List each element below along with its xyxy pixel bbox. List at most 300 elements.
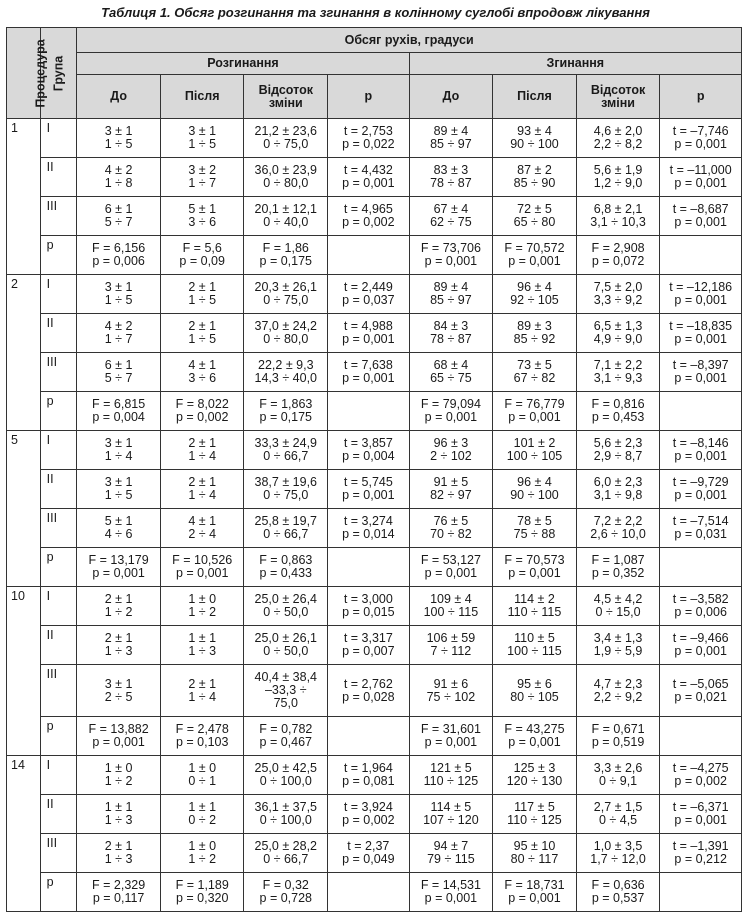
procedure-number: 2 xyxy=(7,275,41,431)
cell-line: p = 0,467 xyxy=(259,735,313,749)
cell-ext-p xyxy=(328,756,410,795)
cell-line: 0 ÷ 75,0 xyxy=(263,293,309,307)
cell-line: 80 ÷ 117 xyxy=(510,852,559,866)
cell-line: t = –4,275 xyxy=(672,761,729,775)
cell-line: 33,3 ± 24,9 xyxy=(254,436,317,450)
cell-line: 5 ÷ 7 xyxy=(104,371,133,385)
cell-ext-p xyxy=(328,275,410,314)
cell-flex-before xyxy=(409,431,493,470)
cell-line: p = 0,001 xyxy=(674,332,727,346)
cell-line: 7,1 ± 2,2 xyxy=(593,358,643,372)
cell-line: p = 0,001 xyxy=(92,566,145,580)
cell-flex-p xyxy=(660,158,742,197)
cell-flex-before xyxy=(409,873,493,912)
header-extension-percent: Відсоток зміни xyxy=(244,75,328,119)
cell-line: 2,2 ÷ 9,2 xyxy=(593,689,643,704)
cell-flex-p xyxy=(660,665,742,717)
cell-flex-before xyxy=(409,119,493,158)
header-extension: Розгинання xyxy=(77,53,409,75)
cell-ext-percent xyxy=(244,197,328,236)
cell-ext-percent xyxy=(244,509,328,548)
group-label: p xyxy=(40,548,77,587)
cell-line: 1 ÷ 4 xyxy=(188,488,217,502)
cell-line: p = 0,031 xyxy=(674,527,727,541)
cell-ext-p xyxy=(328,470,410,509)
cell-line: p = 0,007 xyxy=(342,644,395,658)
cell-line: 1 ± 0 xyxy=(188,839,217,853)
cell-flex-after xyxy=(493,665,577,717)
cell-line: 106 ± 59 xyxy=(426,631,476,645)
cell-line: 75 ÷ 88 xyxy=(513,527,556,541)
cell-flex-before xyxy=(409,795,493,834)
cell-line: t = 4,432 xyxy=(343,163,393,177)
cell-line: 1,7 ÷ 12,0 xyxy=(590,852,646,866)
cell-ext-after xyxy=(160,119,244,158)
cell-line: t = –9,729 xyxy=(672,475,729,489)
cell-flex-percent xyxy=(576,119,660,158)
group-label: I xyxy=(40,275,77,314)
cell-flex-percent xyxy=(576,431,660,470)
cell-line: p = 0,09 xyxy=(179,254,225,268)
cell-line: 25,8 ± 19,7 xyxy=(254,514,317,528)
cell-line: t = –8,397 xyxy=(672,358,729,372)
cell-line: 1 ÷ 7 xyxy=(104,332,133,346)
cell-line: 40,4 ± 38,4 xyxy=(254,670,317,684)
cell-line: 6,5 ± 1,3 xyxy=(593,319,643,333)
cell-line: 2 ± 1 xyxy=(104,839,133,853)
cell-line: 3,1 ÷ 9,3 xyxy=(593,371,643,385)
table-caption: Таблиця 1. Обсяг розгинання та згинання в колінному суглобі впродовж лікування xyxy=(101,5,650,20)
cell-line: 0 ÷ 66,7 xyxy=(263,449,309,463)
cell-line: F = 2,908 xyxy=(591,241,645,255)
cell-line: 3 ÷ 6 xyxy=(188,371,217,385)
cell-ext-before xyxy=(77,236,161,275)
cell-line: t = –9,466 xyxy=(672,631,729,645)
cell-line: 0 ÷ 100,0 xyxy=(259,813,312,827)
group-label: I xyxy=(40,756,77,795)
cell-ext-before xyxy=(77,873,161,912)
cell-ext-after xyxy=(160,197,244,236)
cell-line: 93 ± 4 xyxy=(517,124,552,138)
cell-line: 62 ÷ 75 xyxy=(430,215,472,229)
cell-line: 78 ± 5 xyxy=(517,514,552,528)
cell-line: t = 3,274 xyxy=(343,514,393,528)
header-extension-p: p xyxy=(328,75,410,119)
cell-line: p = 0,001 xyxy=(342,371,395,385)
cell-line: 1 ÷ 5 xyxy=(104,137,133,151)
group-label: II xyxy=(40,626,77,665)
cell-line: t = 3,000 xyxy=(343,592,393,606)
cell-flex-before xyxy=(409,197,493,236)
cell-ext-after xyxy=(160,275,244,314)
cell-flex-percent xyxy=(576,756,660,795)
cell-flex-percent xyxy=(576,873,660,912)
cell-flex-percent xyxy=(576,353,660,392)
cell-line: p = 0,001 xyxy=(674,215,727,229)
cell-ext-percent xyxy=(244,665,328,717)
table-row xyxy=(7,834,742,873)
cell-line: p = 0,001 xyxy=(674,137,727,151)
cell-line: 84 ± 3 xyxy=(433,319,469,333)
cell-line: p = 0,433 xyxy=(259,566,313,580)
cell-line: p = 0,001 xyxy=(424,410,478,424)
cell-ext-percent xyxy=(244,119,328,158)
cell-flex-percent xyxy=(576,158,660,197)
cell-line: 3 ± 1 xyxy=(104,676,133,691)
cell-ext-before xyxy=(77,587,161,626)
cell-line: 1 ÷ 2 xyxy=(104,605,133,619)
cell-line: 38,7 ± 19,6 xyxy=(254,475,317,489)
table-row xyxy=(7,119,742,158)
cell-line: t = 2,449 xyxy=(343,280,393,294)
cell-ext-percent xyxy=(244,275,328,314)
cell-line: F = 70,572 xyxy=(504,241,565,255)
cell-flex-p xyxy=(660,626,742,665)
cell-line: t = 2,762 xyxy=(343,676,393,691)
cell-line: F = 13,882 xyxy=(88,722,149,736)
cell-ext-before xyxy=(77,158,161,197)
cell-flex-p xyxy=(660,353,742,392)
cell-line: F = 14,531 xyxy=(420,878,481,892)
cell-flex-after xyxy=(493,756,577,795)
cell-line: 110 ± 5 xyxy=(514,631,555,645)
cell-line: 75,0 xyxy=(273,696,298,710)
cell-flex-percent xyxy=(576,275,660,314)
cell-line: 2 ± 1 xyxy=(188,319,217,333)
cell-ext-before xyxy=(77,314,161,353)
cell-line: 65 ÷ 80 xyxy=(513,215,556,229)
cell-flex-before xyxy=(409,470,493,509)
cell-ext-percent xyxy=(244,158,328,197)
cell-line: 0 ÷ 50,0 xyxy=(263,644,309,658)
cell-ext-percent xyxy=(244,353,328,392)
cell-line: 6,8 ± 2,1 xyxy=(593,202,643,216)
cell-ext-after xyxy=(160,665,244,717)
cell-line: p = 0,049 xyxy=(342,852,395,866)
cell-flex-p xyxy=(660,119,742,158)
cell-line: p = 0,175 xyxy=(259,254,313,268)
cell-line: p = 0,002 xyxy=(175,410,229,424)
cell-ext-p xyxy=(328,548,410,587)
cell-ext-after xyxy=(160,236,244,275)
cell-line: 1 ÷ 7 xyxy=(188,176,217,190)
group-label: II xyxy=(40,470,77,509)
cell-line: 1 ÷ 3 xyxy=(188,644,217,658)
cell-line: 5,6 ± 1,9 xyxy=(593,163,643,177)
cell-ext-before xyxy=(77,275,161,314)
cell-ext-after xyxy=(160,834,244,873)
cell-ext-p xyxy=(328,158,410,197)
cell-line: p = 0,001 xyxy=(508,254,561,268)
cell-line: 3,4 ± 1,3 xyxy=(593,631,643,645)
cell-line: 1 ÷ 3 xyxy=(104,852,133,866)
cell-line: 37,0 ± 24,2 xyxy=(254,319,317,333)
cell-line: 1 ÷ 4 xyxy=(104,449,133,463)
cell-line: F = 5,6 xyxy=(182,241,222,255)
cell-line: p = 0,028 xyxy=(342,689,395,704)
cell-line: 2,6 ÷ 10,0 xyxy=(590,527,646,541)
cell-line: F = 1,86 xyxy=(262,241,309,255)
cell-line: 5 ÷ 7 xyxy=(104,215,133,229)
cell-line: 7,2 ± 2,2 xyxy=(593,514,643,528)
table-row xyxy=(7,314,742,353)
cell-ext-p xyxy=(328,392,410,431)
cell-line: 1 ÷ 4 xyxy=(188,689,217,704)
cell-line: 4,9 ÷ 9,0 xyxy=(593,332,643,346)
header-flexion-after: Після xyxy=(493,75,577,119)
cell-line: p = 0,002 xyxy=(342,813,395,827)
cell-line: 14,3 ÷ 40,0 xyxy=(254,371,317,385)
cell-ext-after xyxy=(160,795,244,834)
cell-flex-after xyxy=(493,834,577,873)
cell-line: p = 0,001 xyxy=(424,891,478,905)
header-group: Група xyxy=(40,28,77,119)
cell-flex-p xyxy=(660,795,742,834)
cell-ext-p xyxy=(328,834,410,873)
cell-line: F = 1,863 xyxy=(259,397,313,411)
cell-ext-after xyxy=(160,873,244,912)
cell-line: 3 ÷ 6 xyxy=(188,215,217,229)
cell-line: t = 5,745 xyxy=(343,475,393,489)
table-row xyxy=(7,158,742,197)
cell-line: 0 ÷ 1 xyxy=(188,774,217,788)
cell-line: 1 ÷ 5 xyxy=(188,332,217,346)
table-row xyxy=(7,587,742,626)
cell-line: 83 ± 3 xyxy=(433,163,469,177)
cell-line: 95 ± 10 xyxy=(513,839,556,853)
cell-line: 91 ± 6 xyxy=(433,676,469,691)
cell-line: p = 0,519 xyxy=(591,735,645,749)
range-of-motion-table xyxy=(6,27,742,912)
cell-flex-p xyxy=(660,548,742,587)
cell-flex-p xyxy=(660,509,742,548)
group-label: III xyxy=(40,834,77,873)
cell-line: p = 0,001 xyxy=(674,644,727,658)
cell-line: 2 ± 1 xyxy=(188,436,217,450)
cell-flex-before xyxy=(409,626,493,665)
cell-line: 2 ± 1 xyxy=(104,592,133,606)
cell-line: p = 0,175 xyxy=(259,410,313,424)
cell-line: 70 ÷ 82 xyxy=(430,527,472,541)
cell-line: 2 ± 1 xyxy=(104,631,133,645)
cell-line: t = 3,924 xyxy=(343,800,393,814)
cell-line: 5 ± 1 xyxy=(188,202,217,216)
cell-flex-after xyxy=(493,548,577,587)
cell-ext-after xyxy=(160,392,244,431)
cell-flex-percent xyxy=(576,392,660,431)
cell-line: 1 ÷ 5 xyxy=(188,293,217,307)
cell-line: 0 ÷ 80,0 xyxy=(263,176,309,190)
cell-flex-before xyxy=(409,236,493,275)
procedure-number: 10 xyxy=(7,587,41,756)
cell-line: 90 ÷ 100 xyxy=(510,488,559,502)
cell-line: 91 ± 5 xyxy=(433,475,469,489)
cell-line: p = 0,453 xyxy=(591,410,645,424)
cell-flex-before xyxy=(409,756,493,795)
cell-ext-percent xyxy=(244,873,328,912)
procedure-number: 14 xyxy=(7,756,41,912)
cell-line: 0 ÷ 75,0 xyxy=(263,137,309,151)
cell-line: t = 1,964 xyxy=(343,761,393,775)
cell-flex-before xyxy=(409,392,493,431)
cell-flex-before xyxy=(409,158,493,197)
cell-line: t = –12,186 xyxy=(669,280,733,294)
cell-line: 78 ÷ 87 xyxy=(430,332,472,346)
cell-flex-p xyxy=(660,717,742,756)
cell-flex-p xyxy=(660,392,742,431)
cell-ext-p xyxy=(328,873,410,912)
cell-line: p = 0,352 xyxy=(591,566,645,580)
cell-line: t = –5,065 xyxy=(672,676,729,691)
cell-line: 1 ÷ 3 xyxy=(104,644,133,658)
cell-ext-percent xyxy=(244,756,328,795)
header-flexion-percent: Відсоток зміни xyxy=(576,75,660,119)
cell-line: 1,2 ÷ 9,0 xyxy=(593,176,643,190)
cell-line: 1 ÷ 4 xyxy=(188,449,217,463)
cell-ext-before xyxy=(77,834,161,873)
cell-ext-percent xyxy=(244,548,328,587)
cell-line: 22,2 ± 9,3 xyxy=(258,358,314,372)
group-label: p xyxy=(40,392,77,431)
cell-line: 20,3 ± 26,1 xyxy=(254,280,317,294)
cell-line: t = –7,746 xyxy=(672,124,729,138)
cell-line: 110 ÷ 125 xyxy=(423,774,479,788)
cell-line: 4,7 ± 2,3 xyxy=(593,676,643,691)
cell-ext-p xyxy=(328,587,410,626)
cell-ext-after xyxy=(160,548,244,587)
cell-line: 1 ÷ 5 xyxy=(188,137,217,151)
cell-ext-p xyxy=(328,314,410,353)
cell-flex-p xyxy=(660,834,742,873)
cell-line: 1 ± 1 xyxy=(104,800,133,814)
cell-flex-before xyxy=(409,834,493,873)
cell-line: 4 ± 1 xyxy=(188,358,217,372)
cell-line: –33,3 ÷ xyxy=(264,683,307,697)
procedure-number: 1 xyxy=(7,119,41,275)
cell-line: 3 ± 1 xyxy=(104,475,133,489)
cell-line: 100 ÷ 115 xyxy=(423,605,479,619)
cell-line: 5 ± 1 xyxy=(104,514,133,528)
cell-line: 114 ± 2 xyxy=(514,592,555,606)
cell-flex-after xyxy=(493,626,577,665)
cell-line: 2 ± 1 xyxy=(188,676,217,691)
cell-line: 101 ± 2 xyxy=(513,436,556,450)
cell-line: 2,9 ÷ 8,7 xyxy=(593,449,643,463)
cell-ext-p xyxy=(328,509,410,548)
cell-line: 7,5 ± 2,0 xyxy=(593,280,643,294)
cell-ext-before xyxy=(77,548,161,587)
cell-flex-before xyxy=(409,275,493,314)
cell-line: p = 0,014 xyxy=(342,527,395,541)
table-row xyxy=(7,756,742,795)
cell-line: 0 ÷ 2 xyxy=(188,813,217,827)
cell-line: p = 0,001 xyxy=(674,176,727,190)
cell-line: 110 ÷ 125 xyxy=(507,813,562,827)
cell-line: p = 0,001 xyxy=(674,488,727,502)
table-row xyxy=(7,873,742,912)
cell-line: 95 ± 6 xyxy=(517,676,552,691)
cell-line: 4,6 ± 2,0 xyxy=(593,124,643,138)
procedure-number: 5 xyxy=(7,431,41,587)
cell-line: t = –7,514 xyxy=(672,514,729,528)
range-of-motion-table-container xyxy=(6,27,742,912)
cell-line: p = 0,002 xyxy=(342,215,395,229)
cell-line: p = 0,001 xyxy=(175,566,229,580)
cell-line: 96 ± 4 xyxy=(517,280,552,294)
cell-flex-percent xyxy=(576,834,660,873)
table-body xyxy=(7,119,742,912)
cell-line: 0 ÷ 75,0 xyxy=(263,488,309,502)
cell-ext-p xyxy=(328,431,410,470)
table-row xyxy=(7,275,742,314)
cell-line: 100 ÷ 115 xyxy=(507,644,562,658)
cell-line: 0 ÷ 4,5 xyxy=(598,813,638,827)
cell-line: t = –11,000 xyxy=(669,163,732,177)
header-flexion: Згинання xyxy=(409,53,741,75)
cell-line: 3 ± 1 xyxy=(104,124,133,138)
cell-ext-after xyxy=(160,587,244,626)
cell-flex-percent xyxy=(576,314,660,353)
cell-ext-percent xyxy=(244,834,328,873)
cell-line: p = 0,728 xyxy=(259,891,313,905)
cell-line: t = –3,582 xyxy=(672,592,729,606)
cell-line: 4 ± 2 xyxy=(104,319,133,333)
cell-ext-percent xyxy=(244,587,328,626)
cell-line: t = –6,371 xyxy=(672,800,729,814)
cell-ext-before xyxy=(77,470,161,509)
cell-line: 82 ÷ 97 xyxy=(430,488,472,502)
cell-ext-before xyxy=(77,392,161,431)
cell-line: 0 ÷ 50,0 xyxy=(263,605,309,619)
cell-ext-percent xyxy=(244,470,328,509)
cell-line: p = 0,037 xyxy=(342,293,395,307)
cell-line: p = 0,015 xyxy=(342,605,395,619)
cell-ext-p xyxy=(328,717,410,756)
cell-ext-p xyxy=(328,119,410,158)
cell-line: 36,1 ± 37,5 xyxy=(254,800,317,814)
cell-flex-after xyxy=(493,119,577,158)
cell-line: 3 ± 2 xyxy=(188,163,217,177)
cell-ext-after xyxy=(160,353,244,392)
cell-line: F = 10,526 xyxy=(172,553,233,567)
header-flexion-p: p xyxy=(660,75,742,119)
cell-line: p = 0,001 xyxy=(508,410,561,424)
cell-ext-p xyxy=(328,626,410,665)
cell-line: 6,0 ± 2,3 xyxy=(593,475,643,489)
table-row xyxy=(7,717,742,756)
cell-line: F = 8,022 xyxy=(175,397,229,411)
table-row xyxy=(7,197,742,236)
cell-line: F = 0,636 xyxy=(591,878,645,892)
cell-line: F = 0,782 xyxy=(259,722,313,736)
cell-line: 0 ÷ 9,1 xyxy=(598,774,638,788)
cell-flex-percent xyxy=(576,548,660,587)
cell-line: 20,1 ± 12,1 xyxy=(254,202,317,216)
cell-ext-before xyxy=(77,119,161,158)
cell-ext-before xyxy=(77,509,161,548)
cell-line: 110 ÷ 115 xyxy=(507,605,562,619)
cell-line: 67 ÷ 82 xyxy=(513,371,556,385)
cell-line: 114 ± 5 xyxy=(430,800,472,814)
header-flexion-before: До xyxy=(409,75,493,119)
cell-flex-percent xyxy=(576,587,660,626)
cell-line: 2,2 ÷ 8,2 xyxy=(593,137,643,151)
cell-line: 1 ÷ 3 xyxy=(104,813,133,827)
cell-line: p = 0,001 xyxy=(674,371,727,385)
group-label: I xyxy=(40,119,77,158)
cell-line: 75 ÷ 102 xyxy=(426,689,476,704)
cell-line: p = 0,002 xyxy=(674,774,727,788)
